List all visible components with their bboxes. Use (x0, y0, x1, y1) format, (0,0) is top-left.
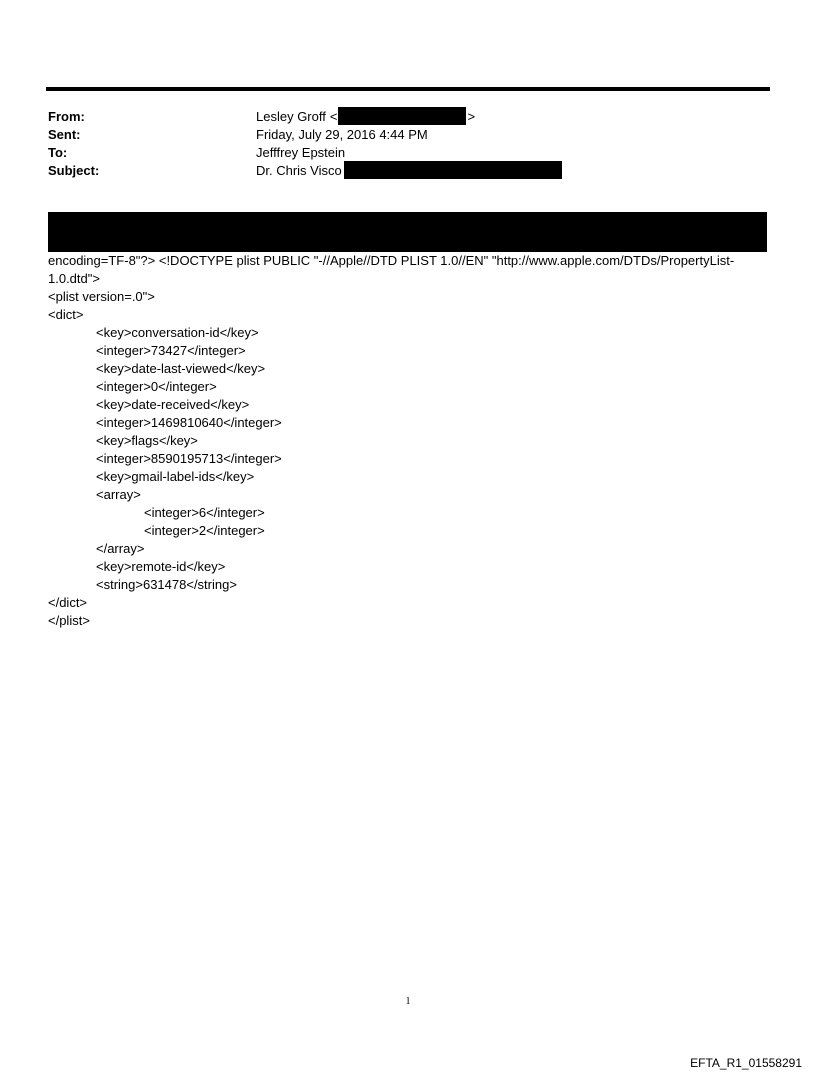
body-line: <integer>2</integer> (144, 523, 265, 538)
body-line: </dict> (48, 595, 88, 610)
body-line: 1.0.dtd"> (48, 271, 100, 286)
body-line: <string>631478</string> (96, 577, 237, 592)
from-label: From: (48, 108, 85, 124)
body-line: <plist version=.0"> (48, 289, 155, 304)
subject-value (256, 161, 562, 179)
body-line: <integer>6</integer> (144, 505, 265, 520)
redacted-block (48, 212, 767, 252)
body-line: <key>gmail-label-ids</key> (96, 469, 255, 484)
redacted-subject (344, 161, 562, 179)
subject-text: Dr. Chris Visco (256, 162, 342, 178)
body-line: <key>conversation-id</key> (96, 325, 259, 340)
to-label: To: (48, 144, 68, 160)
redacted-email (338, 107, 466, 125)
body-line: <array> (96, 487, 141, 502)
body-line: encoding=TF-8"?> <!DOCTYPE plist PUBLIC "-//Apple//DTD PLIST 1.0//EN" "http://www.apple.com/DTDs/PropertyList- (48, 253, 735, 268)
from-value (256, 107, 475, 125)
to-row (48, 143, 768, 161)
header-rule (46, 87, 770, 91)
subject-row (48, 161, 768, 179)
page-number: 1 (405, 996, 411, 1007)
sent-value: Friday, July 29, 2016 4:44 PM (256, 126, 428, 142)
body-line: <key>remote-id</key> (96, 559, 226, 574)
subject-label: Subject: (48, 162, 100, 178)
from-row (48, 107, 768, 125)
sent-label: Sent: (48, 126, 81, 142)
body-line: <integer>8590195713</integer> (96, 451, 282, 466)
to-value: Jefffrey Epstein (256, 144, 346, 160)
email-header (48, 107, 768, 179)
body-line: <key>date-last-viewed</key> (96, 361, 266, 376)
sent-row (48, 125, 768, 143)
document-id: EFTA_R1_01558291 (690, 1056, 802, 1070)
body-line: <integer>0</integer> (96, 379, 217, 394)
from-open-bracket: < (329, 108, 338, 124)
body-line: <integer>73427</integer> (96, 343, 246, 358)
body-line: <key>date-received</key> (96, 397, 250, 412)
from-close-bracket: > (467, 108, 476, 124)
body-line: <integer>1469810640</integer> (96, 415, 282, 430)
email-body (48, 252, 772, 630)
from-name: Lesley Groff (256, 108, 326, 124)
body-line: </plist> (48, 613, 90, 628)
body-line: <key>flags</key> (96, 433, 198, 448)
body-line: <dict> (48, 307, 84, 322)
body-line: </array> (96, 541, 145, 556)
